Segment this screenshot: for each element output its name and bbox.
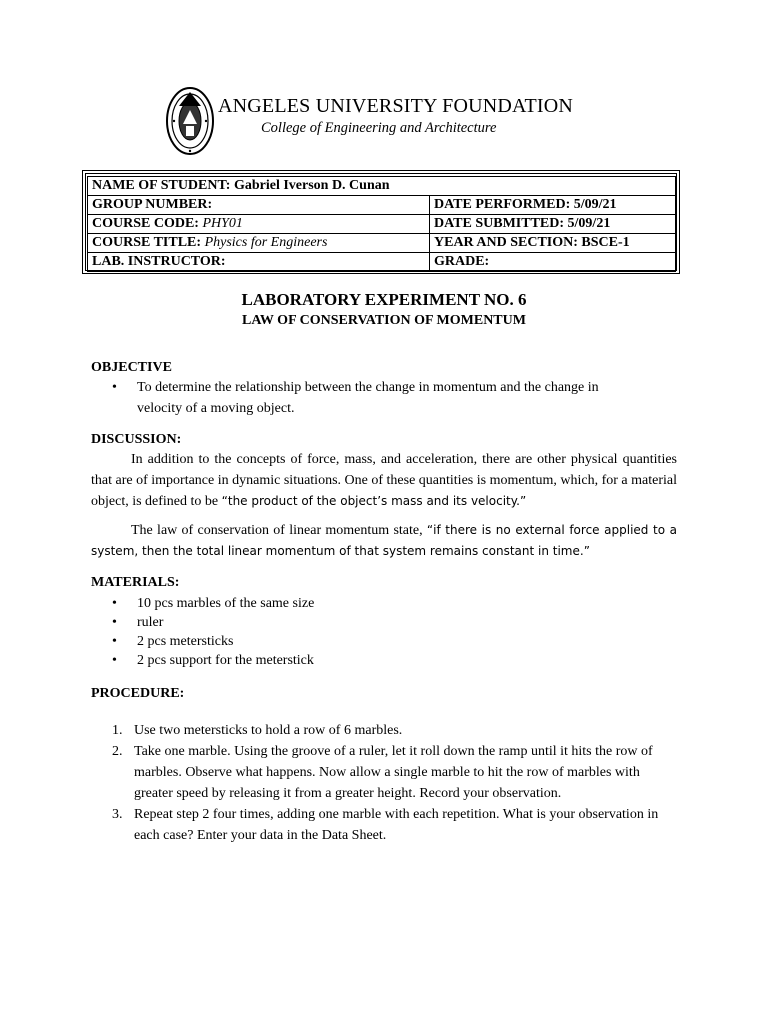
- date-submitted-value: 5/09/21: [567, 216, 611, 231]
- date-submitted-cell: [430, 215, 676, 234]
- momentum-definition-quote: “the product of the object’s mass and its velocity.”: [221, 494, 527, 508]
- college-name: College of Engineering and Architecture: [261, 120, 497, 136]
- university-name: [218, 95, 573, 118]
- procedure-heading: PROCEDURE:: [91, 686, 185, 701]
- name-label: NAME OF STUDENT:: [92, 178, 231, 193]
- bullet-icon: •: [112, 596, 117, 611]
- discussion-paragraph-1: [91, 449, 677, 512]
- student-info-table: [87, 176, 676, 272]
- year-section-cell: [430, 234, 676, 253]
- date-performed-label: DATE PERFORMED:: [434, 197, 571, 212]
- step-number: 1.: [112, 723, 123, 738]
- student-name-cell: [88, 177, 676, 196]
- date-performed-cell: [430, 196, 676, 215]
- bullet-icon: •: [112, 380, 117, 395]
- experiment-title: LABORATORY EXPERIMENT NO. 6: [241, 290, 527, 309]
- material-item: 10 pcs marbles of the same size: [137, 596, 315, 611]
- course-code-cell: [88, 215, 430, 234]
- course-title-label: COURSE TITLE:: [92, 235, 202, 250]
- table-row: [88, 234, 676, 253]
- name-value: Gabriel Iverson D. Cunan: [233, 178, 390, 193]
- material-item: ruler: [137, 615, 164, 630]
- group-number-cell: [88, 196, 430, 215]
- step-number: 3.: [112, 807, 123, 822]
- grade-cell: [430, 253, 676, 272]
- bullet-icon: •: [112, 653, 117, 668]
- course-title-value: Physics for Engineers: [204, 235, 328, 250]
- table-row: [88, 215, 676, 234]
- discussion-p2-text: The law of conservation of linear momentum state,: [131, 523, 427, 538]
- course-code-value: PHY01: [202, 216, 243, 231]
- experiment-subtitle: LAW OF CONSERVATION OF MOMENTUM: [242, 313, 526, 328]
- bullet-icon: •: [112, 615, 117, 630]
- objective-line-1: To determine the relationship between the change in momentum and the change in: [137, 380, 599, 395]
- material-item: 2 pcs metersticks: [137, 634, 234, 649]
- grade-label: GRADE:: [434, 254, 490, 269]
- discussion-p1-text: In addition to the concepts of force, mass, and acceleration, there are other physical quantities that are of importance in dynamic situations. One of these quantities is momentum, which, for a material object, is defined to be: [91, 452, 677, 509]
- instructor-label: LAB. INSTRUCTOR:: [92, 254, 226, 269]
- lab-instructor-cell: [88, 253, 430, 272]
- objective-heading: OBJECTIVE: [91, 360, 172, 375]
- step-text: Take one marble. Using the groove of a ruler, let it roll down the ramp until it hits the row of marbles. Observe what happens. Now allow a single marble to hit the row of marbles with greater speed by releasing it from a greater height. Record your observation.: [134, 744, 653, 801]
- university-name-text: ANGELES UNIVERSITY FOUNDATION: [218, 95, 574, 117]
- course-title-cell: [88, 234, 430, 253]
- conservation-law-quote: “if there is no external force applied to a system, then the total linear momentum of that system remains constant in time.”: [91, 523, 677, 558]
- date-performed-value: 5/09/21: [573, 197, 617, 212]
- date-submitted-label: DATE SUBMITTED:: [434, 216, 565, 231]
- table-row: [88, 177, 676, 196]
- group-label: GROUP NUMBER:: [92, 197, 213, 212]
- year-section-value: BSCE-1: [581, 235, 630, 250]
- step-text: Use two metersticks to hold a row of 6 marbles.: [134, 723, 403, 738]
- university-seal-logo: [165, 86, 215, 156]
- discussion-heading: DISCUSSION:: [91, 432, 182, 447]
- course-code-label: COURSE CODE:: [92, 216, 199, 231]
- materials-heading: MATERIALS:: [91, 575, 180, 590]
- objective-line-2: velocity of a moving object.: [137, 401, 295, 416]
- discussion-paragraph-2: [91, 520, 677, 562]
- step-text: Repeat step 2 four times, adding one marble with each repetition. What is your observation in each case? Enter your data in the Data Sheet.: [134, 807, 659, 843]
- year-section-label: YEAR AND SECTION:: [434, 235, 578, 250]
- table-row: [88, 196, 676, 215]
- material-item: 2 pcs support for the meterstick: [137, 653, 314, 668]
- step-number: 2.: [112, 744, 123, 759]
- table-row: [88, 253, 676, 272]
- bullet-icon: •: [112, 634, 117, 649]
